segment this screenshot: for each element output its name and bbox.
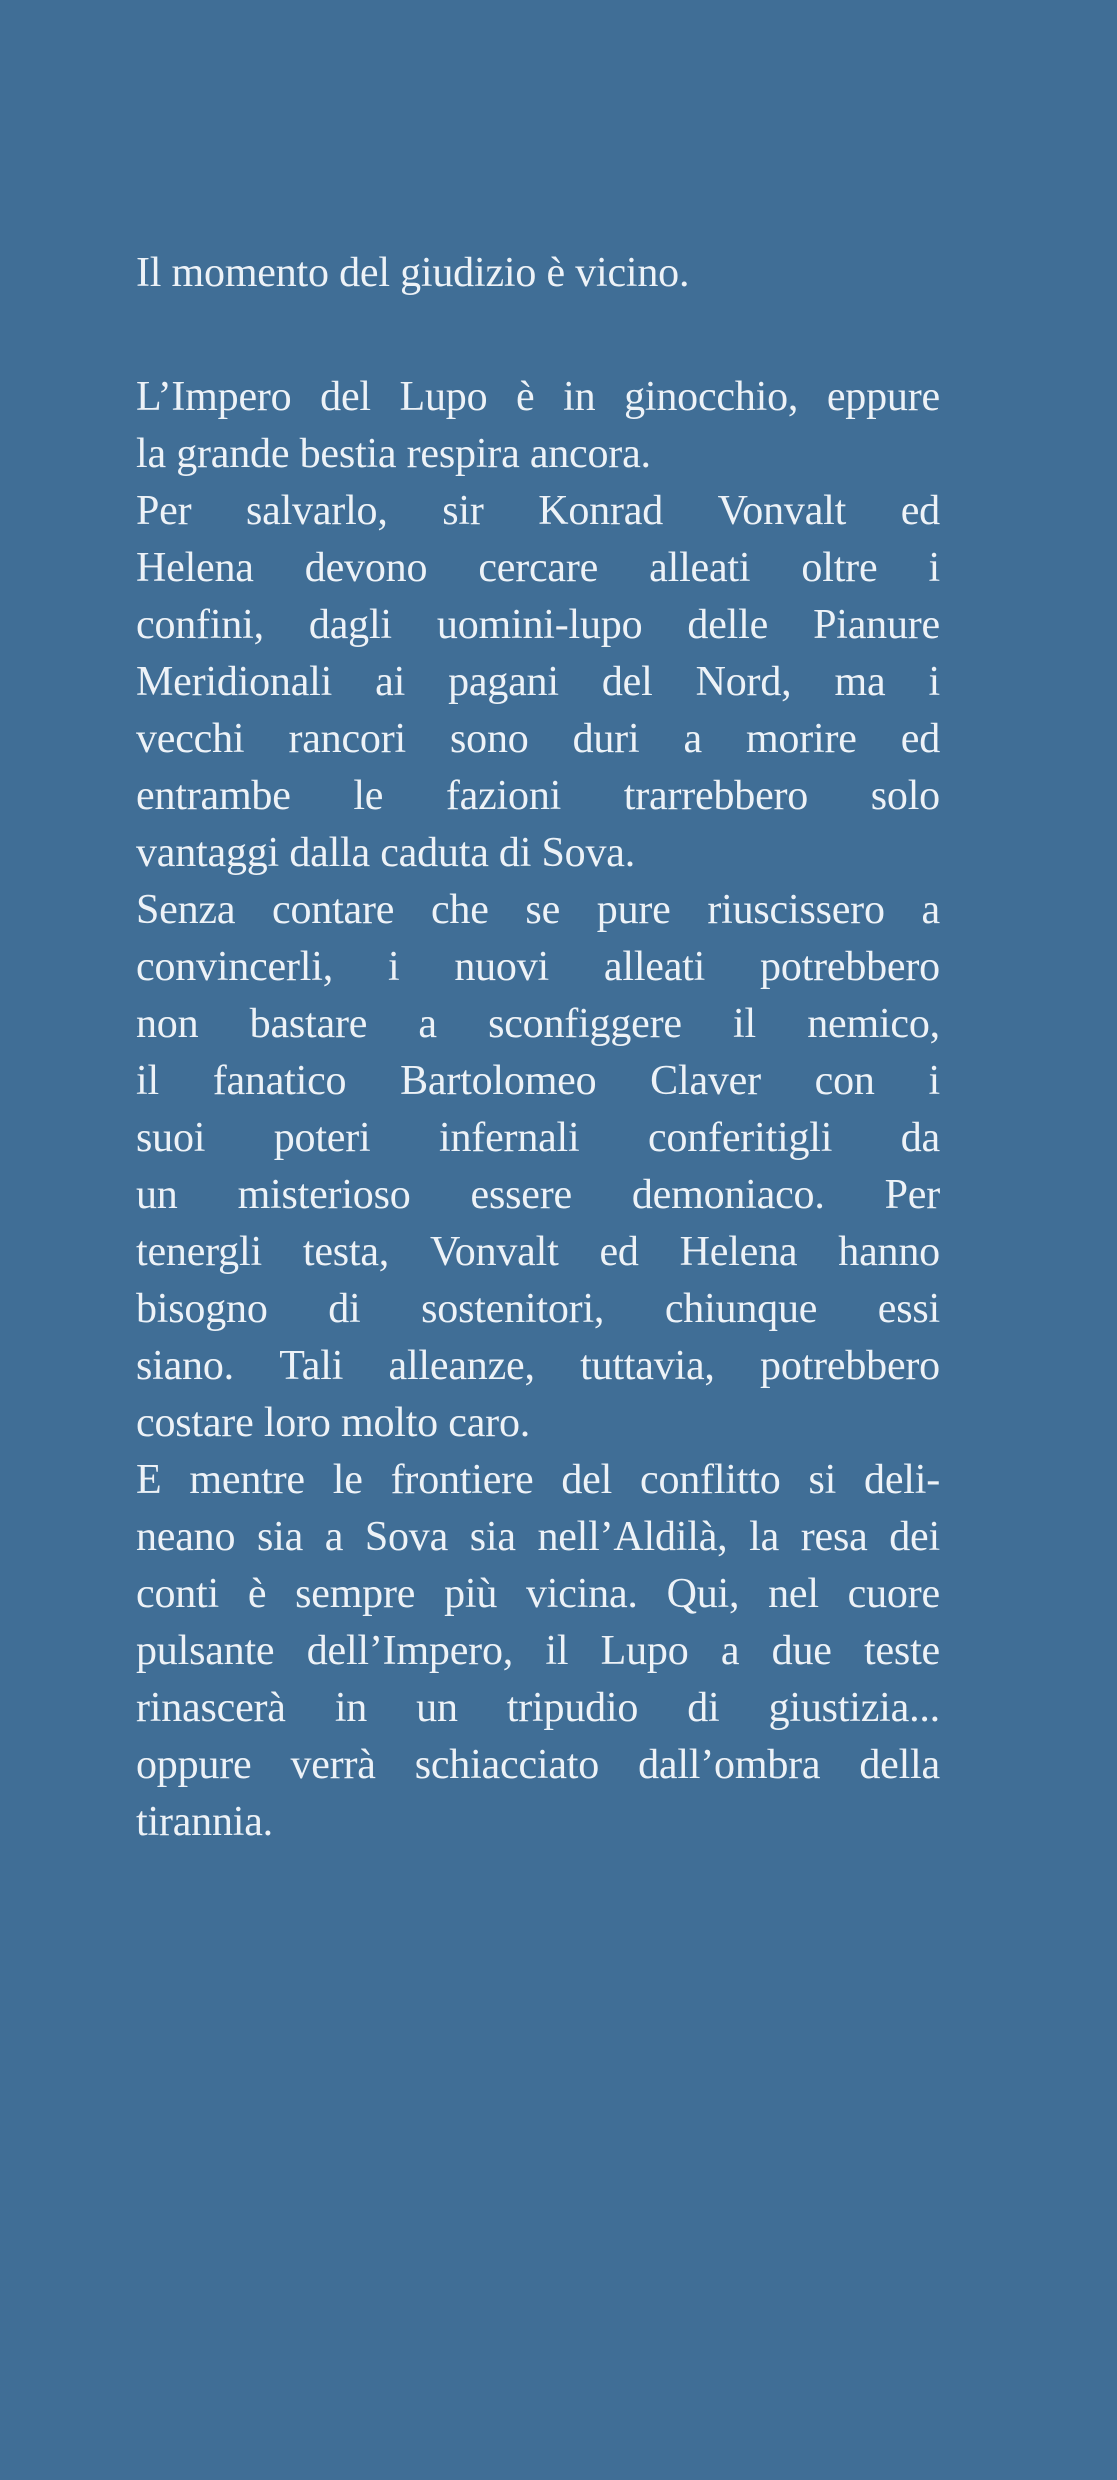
paragraph [136, 1452, 940, 1851]
text-line: rinascerà in un tripudio di giustizia... [136, 1685, 940, 1731]
text-line: convincerli, i nuovi alleati potrebbero [136, 944, 940, 990]
text-line: Meridionali ai pagani del Nord, ma i [136, 659, 940, 705]
text-line: bisogno di sostenitori, chiunque essi [136, 1286, 940, 1332]
paragraph [136, 483, 940, 882]
text-line: suoi poteri infernali conferitigli da [136, 1115, 940, 1161]
text-line: pulsante dell’Impero, il Lupo a due teste [136, 1628, 940, 1674]
paragraph [136, 369, 940, 483]
text-line: neano sia a Sova sia nell’Aldilà, la resa dei [136, 1514, 940, 1560]
text-line: L’Impero del Lupo è in ginocchio, eppure [136, 374, 940, 420]
paragraph [136, 882, 940, 1452]
text-line: il fanatico Bartolomeo Claver con i [136, 1058, 940, 1104]
tagline: Il momento del giudizio è vicino. [136, 250, 690, 296]
text-line: E mentre le frontiere del conflitto si deli- [136, 1457, 940, 1503]
text-line: un misterioso essere demoniaco. Per [136, 1172, 940, 1218]
text-line: costare loro molto caro. [136, 1400, 531, 1446]
text-line: oppure verrà schiacciato dall’ombra della [136, 1742, 940, 1788]
text-line: la grande bestia respira ancora. [136, 431, 651, 477]
text-line: conti è sempre più vicina. Qui, nel cuore [136, 1571, 940, 1617]
text-line: Helena devono cercare alleati oltre i [136, 545, 940, 591]
text-line: tirannia. [136, 1799, 273, 1845]
text-line: vecchi rancori sono duri a morire ed [136, 716, 940, 762]
text-line: Per salvarlo, sir Konrad Vonvalt ed [136, 488, 940, 534]
text-line: confini, dagli uomini-lupo delle Pianure [136, 602, 940, 648]
text-line: Senza contare che se pure riuscissero a [136, 887, 940, 933]
text-line: non bastare a sconfiggere il nemico, [136, 1001, 940, 1047]
text-line: vantaggi dalla caduta di Sova. [136, 830, 636, 876]
blurb-text-block [136, 245, 940, 1851]
description [136, 369, 940, 1851]
text-line: siano. Tali alleanze, tuttavia, potrebbero [136, 1343, 940, 1389]
text-line: tenergli testa, Vonvalt ed Helena hanno [136, 1229, 940, 1275]
text-line: entrambe le fazioni trarrebbero solo [136, 773, 940, 819]
